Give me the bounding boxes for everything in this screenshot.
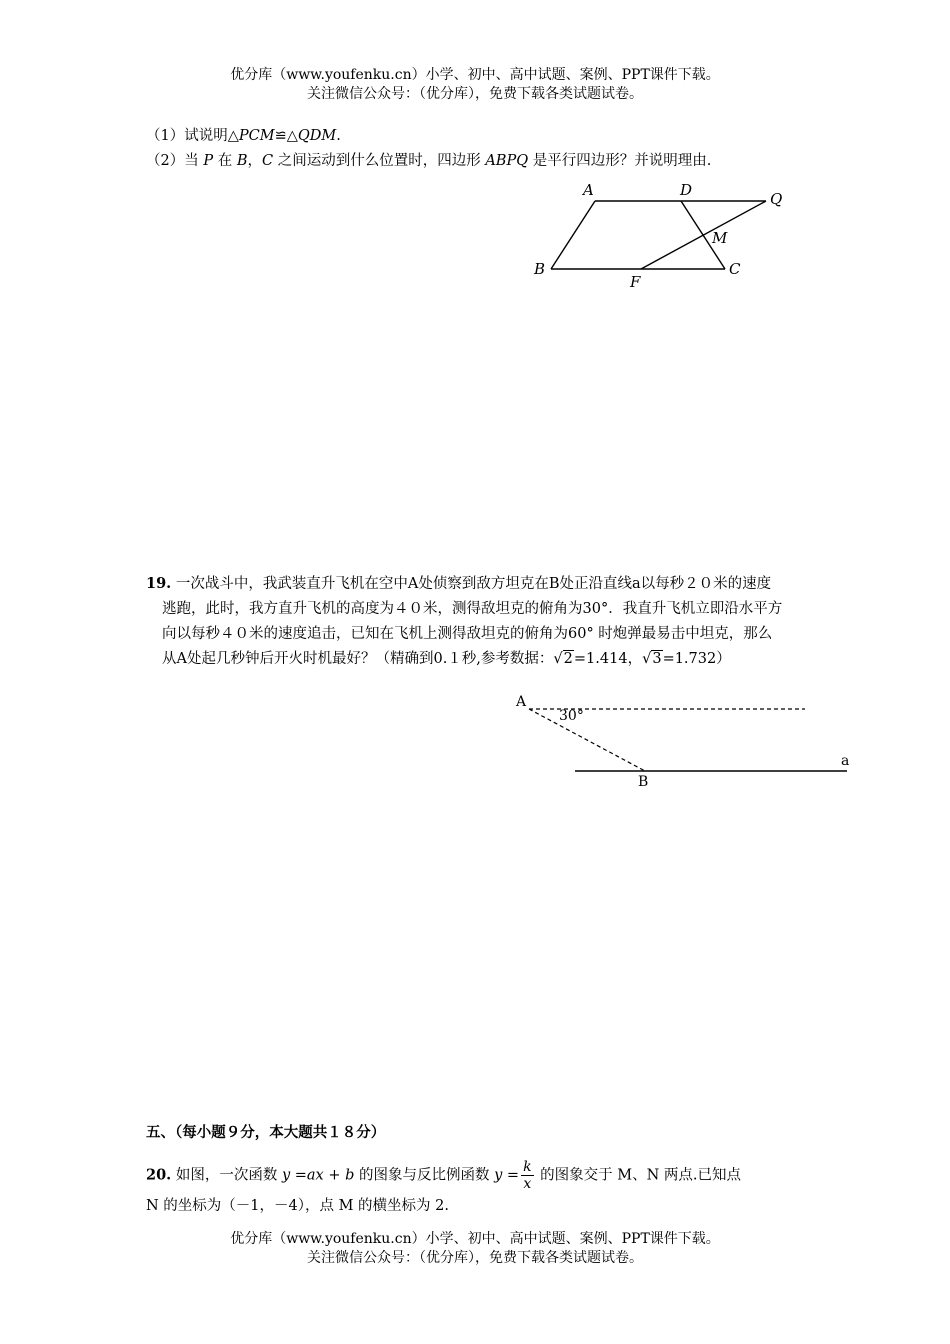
label-d: D bbox=[680, 181, 693, 199]
q18-part1: （1）试说明△PCM≌△QDM. bbox=[146, 128, 341, 144]
footer-line-1: 优分库（www.youfenku.cn）小学、初中、高中试题、案例、PPT课件下载。 bbox=[230, 1231, 720, 1247]
q19-line-3: 向以每秒４０米的速度追击，已知在飞机上测得敌坦克的俯角为60° 时炮弹最易击中坦克，那么 bbox=[162, 626, 773, 642]
label-a: A bbox=[583, 181, 594, 199]
q19-figure bbox=[505, 688, 865, 798]
label-b: B bbox=[534, 260, 546, 278]
label-q: Q bbox=[770, 190, 783, 208]
angle-label: 30° bbox=[559, 708, 584, 724]
formula-inverse-left: y = bbox=[494, 1167, 520, 1184]
point-b-label: B bbox=[638, 774, 649, 790]
sqrt-3: √3 bbox=[642, 651, 662, 667]
q19-line-4: 从A处起几秒钟后开火时机最好？（精确到0.１秒,参考数据：√2=1.414，√3=1.732） bbox=[162, 651, 731, 667]
q19-line-1: 19. 一次战斗中，我武装直升飞机在空中A处侦察到敌方坦克在B处正沿直线a以每秒２０米的速度 bbox=[146, 575, 772, 592]
fraction-k-over-x: $\frac{k}{x}$ bbox=[523, 1159, 532, 1192]
header-line-2: 关注微信公众号：（优分库），免费下载各类试题试卷。 bbox=[307, 86, 643, 102]
q20-line-2: N 的坐标为（－1，－4），点 M 的横坐标为 2. bbox=[146, 1198, 450, 1214]
label-m: M bbox=[712, 229, 728, 247]
segment-ab bbox=[551, 201, 595, 269]
label-f: F bbox=[630, 273, 641, 291]
label-c: C bbox=[729, 260, 741, 278]
sqrt-2: √2 bbox=[553, 651, 573, 667]
q20-line-1: 20. 如图，一次函数 y =ax + b 的图象与反比例函数 y = $\frac{k}{x}$ 的图象交于 M、N 两点.已知点 bbox=[146, 1159, 742, 1192]
q18-part2: （2）当 P 在 B，C 之间运动到什么位置时，四边形 ABPQ 是平行四边形？并说明理由. bbox=[146, 153, 712, 169]
sight-line-ab bbox=[529, 709, 645, 771]
formula-linear: y =ax + b bbox=[281, 1167, 355, 1184]
page-header bbox=[0, 66, 950, 104]
header-line-1: 优分库（www.youfenku.cn）小学、初中、高中试题、案例、PPT课件下载。 bbox=[230, 67, 720, 83]
q18-figure bbox=[520, 176, 800, 296]
footer-line-2: 关注微信公众号：（优分库），免费下载各类试题试卷。 bbox=[307, 1250, 643, 1266]
line-a-label: a bbox=[841, 753, 850, 769]
page-footer bbox=[0, 1230, 950, 1268]
point-a-label: A bbox=[516, 694, 527, 710]
section-5-title: 五、（每小题９分，本大题共１８分） bbox=[146, 1124, 386, 1141]
segment-fq bbox=[641, 201, 766, 269]
q19-line-2: 逃跑，此时，我方直升飞机的高度为４０米，测得敌坦克的俯角为30°．我直升飞机立即沿水平方 bbox=[162, 601, 783, 617]
